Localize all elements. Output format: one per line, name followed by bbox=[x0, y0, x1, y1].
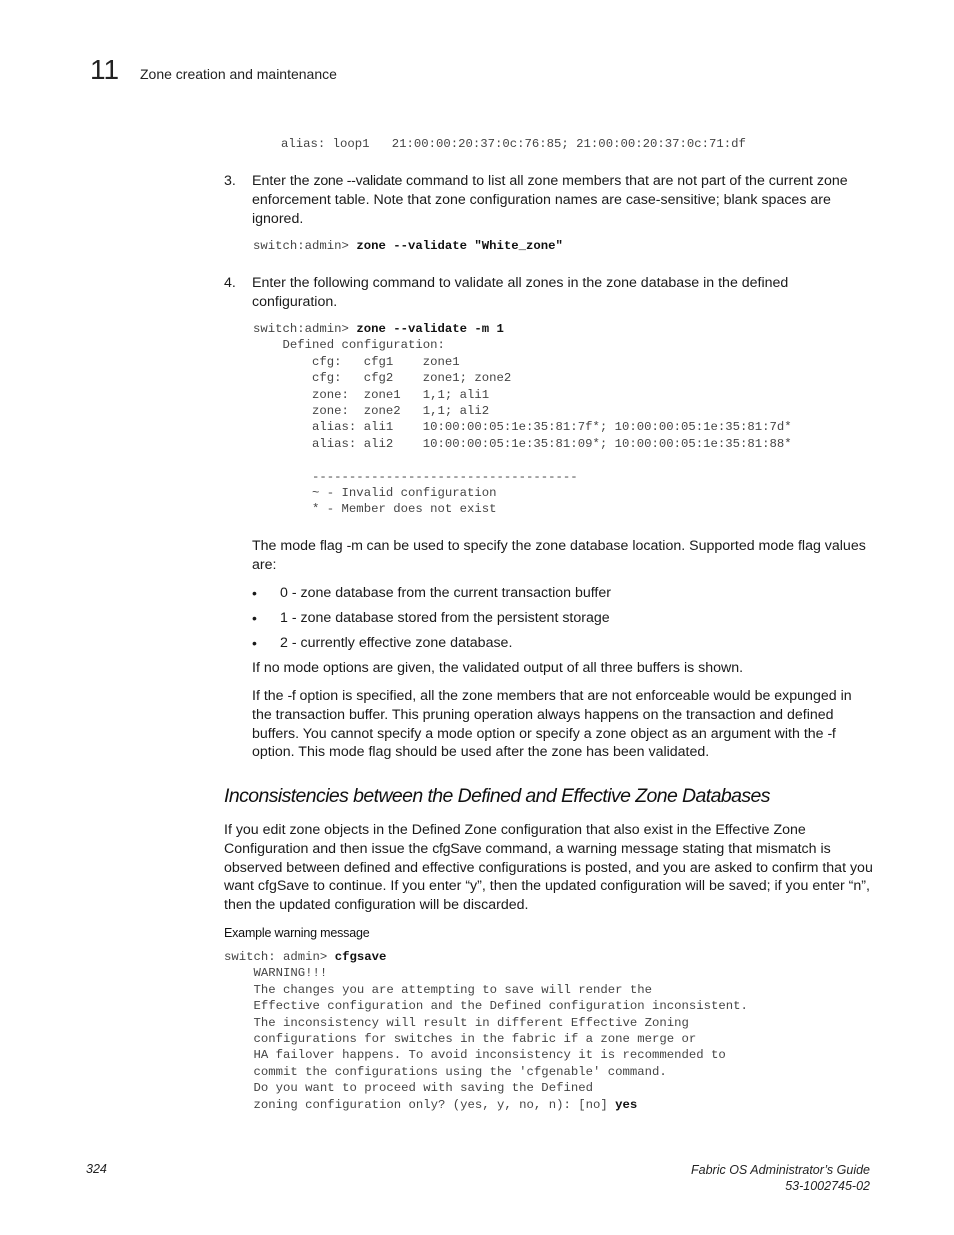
book-title: Fabric OS Administrator’s Guide bbox=[691, 1163, 870, 1177]
flag-name: -f bbox=[287, 688, 296, 704]
bullet-item bbox=[252, 634, 872, 653]
bullet-icon: • bbox=[252, 610, 257, 626]
code-command: zone --validate "White_zone" bbox=[356, 239, 563, 253]
f-option-paragraph bbox=[252, 687, 874, 762]
no-mode-paragraph bbox=[252, 659, 874, 678]
bullet-icon: • bbox=[252, 635, 257, 651]
code-answer: yes bbox=[615, 1097, 638, 1112]
bullet-item bbox=[252, 609, 872, 628]
step-4 bbox=[224, 274, 874, 312]
code-prompt: switch:admin> bbox=[253, 239, 357, 253]
text: - zone database from the current transaction buffer bbox=[287, 585, 611, 601]
text: If you edit zone objects in the Defined Zone configuration that also exist in the Effective Zone Configuration and then issue the bbox=[224, 822, 806, 857]
text: Enter the bbox=[252, 173, 314, 189]
code-prompt: switch:admin> bbox=[253, 322, 357, 336]
mode-value: 0 bbox=[280, 585, 288, 601]
text: command, a warning message stating that mismatch is observed between defined and effective configurations is posted, and you are asked to confirm that you want cfgSave to continue. If you enter “y”, then the updated configuration will be saved; if you enter “n”, then the updated configuration will be discarded. bbox=[224, 840, 873, 914]
chapter-title: Zone creation and maintenance bbox=[140, 66, 337, 82]
code-output: Defined configuration: cfg: cfg1 zone1 cfg: cfg2 zone1; zone2 zone: zone1 1,1; ali1 zone: zone2 1,1; ali2 alias: ali1 10:00:00:05:1e:35:81:7f*; 10:00:00:05:1e:35:81:7d* alias: ali2 10:00:00:05:1e:35:81:09*; 10:00:00:05:1e:35:81:88* ------------------------------------ ~ - Invalid configuration * - Member does not exist bbox=[282, 338, 792, 517]
flag-name: -m bbox=[346, 538, 363, 554]
step-text: Enter the following command to validate all zones in the zone database in the defined configuration. bbox=[252, 275, 789, 310]
text: option is specified, all the zone members that are not enforceable would be expunged in the transaction buffer. This pruning operation always happens on the transaction and defined buffers. You cannot specify a mode option or specify a zone object as an argument with the bbox=[252, 688, 852, 742]
flag-name: -f bbox=[827, 725, 836, 742]
code-prompt: switch: admin> bbox=[224, 950, 335, 964]
footer-info bbox=[691, 1162, 870, 1194]
mode-flag-paragraph bbox=[252, 537, 874, 575]
text: command to list all zone members that are not part of the current zone enforcement table. Note that zone configuration names are case-sensitive; blank spaces are ignored. bbox=[252, 173, 848, 227]
page-number: 324 bbox=[86, 1162, 107, 1176]
text: - currently effective zone database. bbox=[287, 635, 513, 651]
doc-number: 53-1002745-02 bbox=[785, 1179, 870, 1193]
code-zone-validate-m bbox=[253, 321, 792, 518]
example-heading: Example warning message bbox=[224, 926, 370, 940]
text: - zone database stored from the persistent storage bbox=[287, 610, 610, 626]
code-output: WARNING!!! The changes you are attempting to save will render the Effective configuration and the Defined configuration inconsistent. The inconsistency will result in different Effective Zoning configurations for switches in the fabric if a zone merge or HA failover happens. To avoid inconsistency it is recommended to commit the configurations using the 'cfgenable' command. Do you want to proceed with saving the Defined zoning configuration only? (yes, y, no, n): [no] bbox=[253, 966, 748, 1112]
code-zone-validate bbox=[253, 238, 563, 254]
text: The mode flag bbox=[252, 538, 347, 554]
bullet-icon: • bbox=[252, 585, 257, 601]
text: can be used to specify the zone database location. Supported mode flag values are: bbox=[252, 538, 866, 573]
code-alias-line: alias: loop1 21:00:00:20:37:0c:76:85; 21:00:00:20:37:0c:71:df bbox=[281, 137, 746, 151]
text: option. This mode flag should be used after the zone has been validated. bbox=[252, 744, 710, 761]
text: If no mode options are given, the validated output of all three buffers is shown. bbox=[252, 660, 744, 676]
command-name: zone --validate bbox=[313, 173, 403, 189]
mode-value: 2 bbox=[280, 635, 288, 651]
code-command: cfgsave bbox=[334, 950, 387, 964]
code-command: zone --validate -m 1 bbox=[356, 322, 504, 336]
step-3 bbox=[224, 172, 874, 228]
bullet-item bbox=[252, 584, 872, 603]
section-heading: Inconsistencies between the Defined and Effective Zone Databases bbox=[224, 785, 770, 807]
step-number: 3. bbox=[224, 173, 236, 189]
chapter-number: 11 bbox=[90, 54, 120, 85]
step-text bbox=[252, 172, 874, 228]
section-paragraph bbox=[224, 821, 874, 915]
code-cfgsave-warning bbox=[224, 949, 748, 1113]
step-number: 4. bbox=[224, 275, 236, 291]
text: If the bbox=[252, 688, 288, 704]
command-name: cfgSave bbox=[432, 840, 482, 857]
mode-value: 1 bbox=[280, 610, 288, 626]
